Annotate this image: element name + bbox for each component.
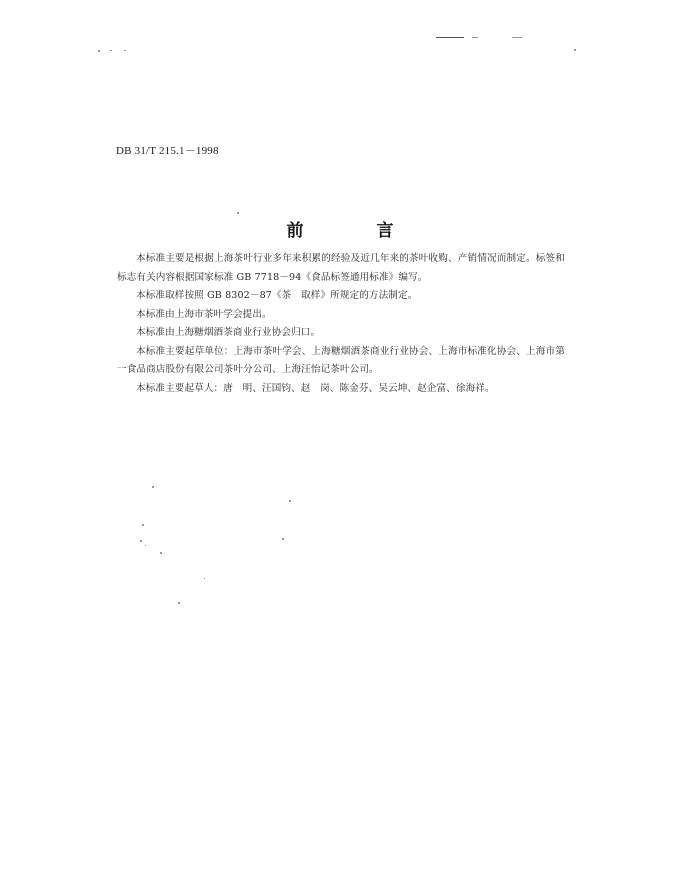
scan-artifact-line — [512, 37, 522, 38]
paragraph-basis: 本标准主要是根据上海茶叶行业多年来积累的经验及近几年来的茶叶收购、产销情况而制定。标签和标志有关内容根据国家标准 GB 7718－94《食品标签通用标准》编写。 — [117, 253, 565, 283]
standard-code: DB 31/T 215.1－1998 — [116, 145, 219, 157]
page-title: 前 言 — [286, 221, 422, 241]
paragraph-drafting-units: 本标准主要起草单位：上海市茶叶学会、上海糖烟酒茶商业行业协会、上海市标准化协会、上海市第一食品商店股份有限公司茶叶分公司、上海汪怡记茶叶公司。 — [117, 345, 565, 375]
scan-speck — [152, 486, 154, 488]
scan-artifact-line — [436, 37, 464, 38]
scan-speck — [204, 578, 205, 579]
scan-speck — [160, 552, 162, 554]
scan-speck — [110, 50, 112, 51]
scan-speck — [282, 538, 284, 540]
scan-speck — [237, 212, 239, 214]
paragraph-proposer: 本标准由上海市茶叶学会提出。 — [136, 308, 272, 320]
scan-speck — [98, 50, 100, 52]
paragraph-drafters: 本标准主要起草人：唐 明、汪国钧、赵 岗、陈金芬、吴云坤、赵企富、徐海祥。 — [136, 382, 495, 394]
paragraph-administrator: 本标准由上海糖烟酒茶商业行业协会归口。 — [136, 327, 321, 338]
scan-artifact-line — [472, 37, 478, 38]
scan-speck — [289, 500, 291, 502]
scan-speck — [124, 50, 126, 51]
scan-speck — [574, 49, 576, 51]
scan-speck — [142, 524, 144, 526]
scan-speck — [178, 602, 180, 604]
scan-speck — [140, 540, 142, 542]
scan-speck — [145, 545, 146, 546]
foreword-body — [117, 250, 565, 398]
paragraph-sampling: 本标准取样按照 GB 8302－87《茶 取样》所规定的方法制定。 — [136, 290, 418, 301]
